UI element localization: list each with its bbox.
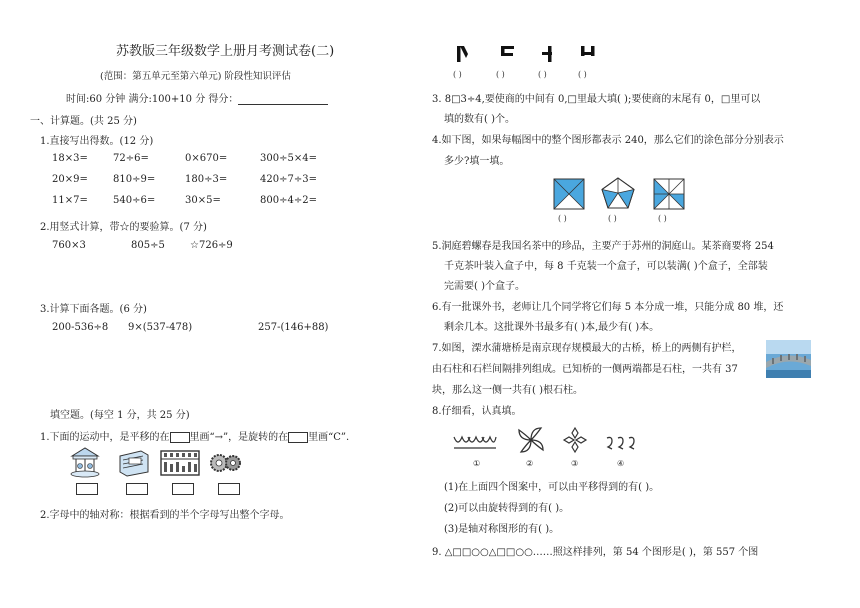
vertical-calc-item: 805÷5 [131,240,165,251]
calc-cell: 11×7= [52,195,88,206]
vertical-calc-item: ☆726÷9 [190,240,233,251]
pattern-4-icon [604,435,638,451]
pattern-1-icon [453,433,497,451]
motion-answer-box-4[interactable] [218,483,240,495]
fill-q7-line3: 块，那么这一侧一共有( )根石柱。 [432,385,583,396]
fill-q5-line2: 千克茶叶装入盒子中，每 8 千克装一个盒子，可以装满( )个盒子，全部装 [444,261,768,272]
score-blank[interactable] [238,95,328,105]
section1-heading: 一、计算题。(共 25 分) [30,116,137,127]
fill-q5-line1: 5.洞庭碧螺春是我国名茶中的珍品，主要产于苏州的洞庭山。某茶商要将 254 [432,241,774,252]
fill-q1-text-a: 1.下面的运动中，是平移的在 [40,432,170,443]
calc-cell: 540÷6= [113,195,156,206]
motion-answer-box-1[interactable] [76,483,98,495]
fill-q9: 9. △□□○○△□□○○……照这样排列，第 54 个图形是( )，第 557 个图 [432,547,759,558]
letter-answer-4[interactable]: ( ) [578,70,587,79]
fill-q8-b: (2)可以由旋转得到的有( )。 [444,503,570,514]
fill-q8-a: (1)在上面四个图案中，可以由平移得到的有( )。 [444,482,660,493]
gears-icon [210,452,242,474]
abacus-icon [160,450,200,476]
exam-info-text: 时间:60 分钟 满分:100+10 分 得分： [66,94,239,105]
fill-q2: 2.字母中的轴对称：根据看到的半个字母写出整个字母。 [40,510,290,521]
page-title: 苏教版三年级数学上册月考测试卷(二) [116,44,335,59]
motion-answer-box-3[interactable] [172,483,194,495]
motion-answer-box-2[interactable] [126,483,148,495]
bridge-photo [766,340,811,378]
calc-cell: 72÷6= [113,153,149,164]
fill-q1-text-b: 里画“→”，是旋转的在 [189,432,289,443]
pattern-2-icon [516,425,546,455]
pattern-label-2: ② [526,459,534,468]
section2-heading: 填空题。(每空 1 分，共 25 分) [50,410,190,421]
fill-q4-line2: 多少?填一填。 [444,156,510,167]
letter-answer-3[interactable]: ( ) [538,70,547,79]
fill-q7-line2: 由石柱和石栏间隔排列组成。已知桥的一侧两端都是石柱，一共有 37 [432,364,738,375]
q2-title: 2.用竖式计算，带☆的要验算。(7 分) [40,222,207,233]
pattern-label-4: ④ [617,459,625,468]
pattern-label-1: ① [473,459,481,468]
shaded-pentagon-figure [601,177,635,210]
calc-cell: 18×3= [52,153,88,164]
letter-answer-2[interactable]: ( ) [496,70,505,79]
shape-answer-3[interactable]: ( ) [658,214,667,223]
shaded-grid-figure [653,178,685,210]
fill-q3-line1: 3. 8□3÷4,要使商的中间有 0,□里最大填( );要使商的末尾有 0，□里可以 [432,94,761,105]
fill-q8-title: 8.仔细看，认真填。 [432,406,522,417]
fill-q6-line1: 6.有一批课外书，老师让几个同学将它们每 5 本分成一堆，只能分成 80 堆，还 [432,302,784,313]
drawer-icon [117,448,151,478]
mixed-calc-item: 200-536÷8 [52,322,109,333]
fill-q8-c: (3)是轴对称图形的有( )。 [444,524,560,535]
fill-q4-line1: 4.如下图，如果每幅图中的整个图形都表示 240，那么它们的涂色部分分别表示 [432,135,784,146]
pattern-label-3: ③ [571,459,579,468]
sample-box [288,432,308,443]
fill-q6-line2: 剩余几本。这批课外书最多有( )本,最少有( )本。 [444,322,660,333]
shape-answer-2[interactable]: ( ) [608,214,617,223]
calc-cell: 420÷7÷3= [260,174,317,185]
shape-answer-1[interactable]: ( ) [558,214,567,223]
pattern-3-icon [563,427,587,453]
fill-q5-line3: 完需要( )个盒子。 [444,281,525,292]
q1-title: 1.直接写出得数。(12 分) [40,136,154,147]
calc-cell: 810÷9= [113,174,156,185]
carousel-icon [68,446,102,478]
sample-box [170,432,190,443]
half-letters-figure [455,44,605,64]
calc-cell: 800÷4÷2= [260,195,317,206]
mixed-calc-item: 9×(537-478) [128,322,193,333]
exam-info [66,90,328,105]
q3-title: 3.计算下面各题。(6 分) [40,304,147,315]
fill-q7-line1: 7.如图，溧水蒲塘桥是南京现存规模最大的古桥，桥上的两侧有护栏， [432,343,742,354]
letter-answer-1[interactable]: ( ) [453,70,462,79]
calc-cell: 300÷5×4= [260,153,317,164]
calc-cell: 0×670= [185,153,228,164]
scope-line: (范围：第五单元至第六单元) 阶段性知识评估 [100,71,291,82]
fill-q1-text-c: 里画“C”. [308,432,350,443]
fill-q1 [40,428,349,443]
vertical-calc-item: 760×3 [52,240,86,251]
calc-cell: 20×9= [52,174,88,185]
shaded-square-figure [553,178,585,210]
mixed-calc-item: 257-(146+88) [258,322,329,333]
calc-cell: 180÷3= [185,174,228,185]
fill-q3-line2: 填的数有( )个。 [444,114,515,125]
calc-cell: 30×5= [185,195,221,206]
